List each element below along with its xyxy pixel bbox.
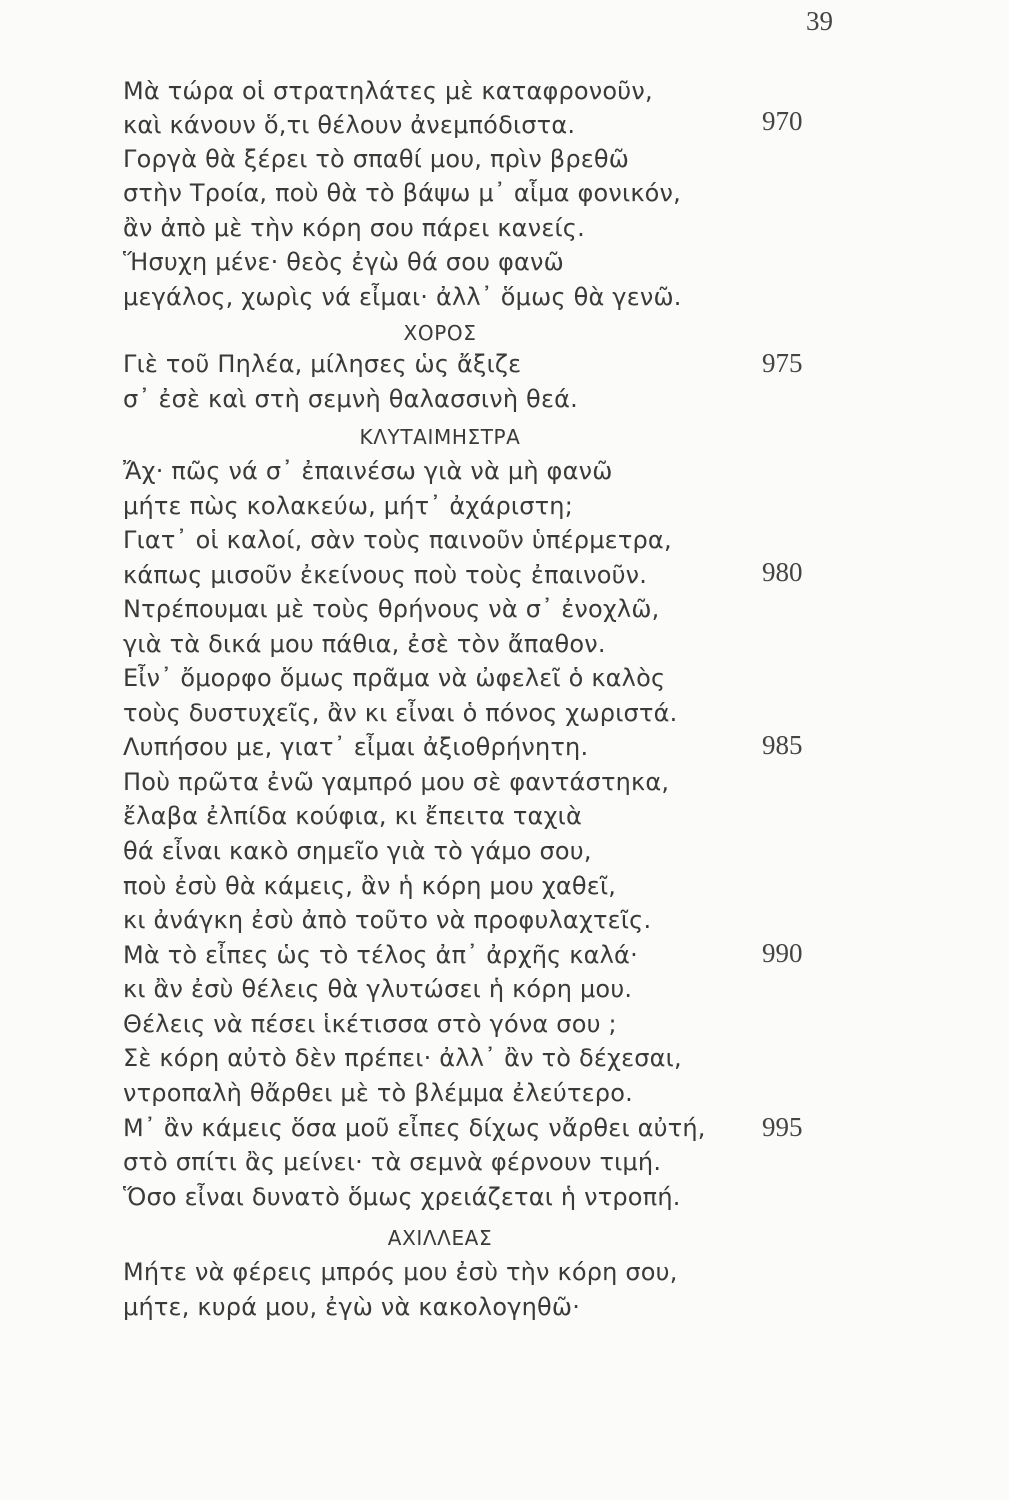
verse-line: Μήτε νὰ φέρεις μπρός μου ἐσὺ τὴν κόρη σου, bbox=[123, 1258, 678, 1286]
verse-line: Μὰ τώρα οἱ στρατηλάτες μὲ καταφρονοῦν, bbox=[123, 77, 653, 105]
line-number: 980 bbox=[762, 557, 803, 587]
speaker-heading-clytemnestra: ΚΛΥΤΑΙΜΗΣΤΡΑ bbox=[359, 425, 521, 449]
verse-line: Ὅσο εἶναι δυνατὸ ὅμως χρειάζεται ἡ ντροπή. bbox=[123, 1183, 681, 1211]
line-number: 985 bbox=[762, 730, 803, 760]
verse-line: τοὺς δυστυχεῖς, ἂν κι εἶναι ὁ πόνος χωριστά. bbox=[123, 699, 678, 727]
verse-line: Εἶν᾿ ὄμορφο ὅμως πρᾶμα νὰ ὠφελεῖ ὁ καλὸς bbox=[123, 664, 666, 692]
verse-line: Θέλεις νὰ πέσει ἱκέτισσα στὸ γόνα σου ; bbox=[123, 1010, 617, 1038]
verse-line: ἔλαβα ἐλπίδα κούφια, κι ἔπειτα ταχιὰ bbox=[123, 802, 582, 830]
verse-line: Ἄχ· πῶς νά σ᾿ ἐπαινέσω γιὰ νὰ μὴ φανῶ bbox=[123, 457, 613, 485]
verse-line: Μὰ τὸ εἶπες ὡς τὸ τέλος ἀπ᾿ ἀρχῆς καλά· bbox=[123, 941, 638, 969]
verse-line: Γοργὰ θὰ ξέρει τὸ σπαθί μου, πρὶν βρεθῶ bbox=[123, 145, 630, 173]
verse-line: Λυπήσου με, γιατ᾿ εἶμαι ἀξιοθρήνητη. bbox=[123, 733, 589, 761]
verse-line: Μ᾿ ἂν κάμεις ὅσα μοῦ εἶπες δίχως νἄρθει αὐτή, bbox=[123, 1114, 706, 1142]
verse-line: Ντρέπουμαι μὲ τοὺς θρήνους νὰ σ᾿ ἐνοχλῶ, bbox=[123, 595, 660, 623]
speaker-heading-chorus: ΧΟΡΟΣ bbox=[403, 321, 477, 345]
verse-line: Ἥσυχη μένε· θεὸς ἐγὼ θά σου φανῶ bbox=[123, 248, 564, 276]
verse-line: Ποὺ πρῶτα ἐνῶ γαμπρό μου σὲ φαντάστηκα, bbox=[123, 768, 670, 796]
speaker-heading-achilles: ΑΧΙΛΛΕΑΣ bbox=[387, 1226, 493, 1250]
verse-line: μήτε, κυρά μου, ἐγὼ νὰ κακολογηθῶ· bbox=[123, 1293, 581, 1321]
verse-line: Γιατ᾿ οἱ καλοί, σὰν τοὺς παινοῦν ὑπέρμετρα, bbox=[123, 526, 672, 554]
line-number: 995 bbox=[762, 1112, 803, 1142]
verse-line: στὴν Τροία, ποὺ θὰ τὸ βάψω μ᾿ αἷμα φονικόν, bbox=[123, 179, 681, 207]
line-number: 975 bbox=[762, 348, 803, 378]
verse-line: καὶ κάνουν ὅ,τι θέλουν ἀνεμπόδιστα. bbox=[123, 111, 576, 139]
verse-line: Γιὲ τοῦ Πηλέα, μίλησες ὡς ἄξιζε bbox=[123, 350, 522, 378]
verse-line: ντροπαλὴ θἄρθει μὲ τὸ βλέμμα ἐλεύτερο. bbox=[123, 1079, 633, 1107]
verse-line: κι ἀνάγκη ἐσὺ ἀπὸ τοῦτο νὰ προφυλαχτεῖς. bbox=[123, 906, 652, 934]
verse-line: θά εἶναι κακὸ σημεῖο γιὰ τὸ γάμο σου, bbox=[123, 837, 592, 865]
verse-line: ἂν ἀπὸ μὲ τὴν κόρη σου πάρει κανείς. bbox=[123, 214, 585, 242]
verse-line: γιὰ τὰ δικά μου πάθια, ἐσὲ τὸν ἄπαθον. bbox=[123, 630, 606, 658]
verse-line: Σὲ κόρη αὐτὸ δὲν πρέπει· ἀλλ᾿ ἂν τὸ δέχεσαι, bbox=[123, 1044, 682, 1072]
verse-line: κι ἂν ἐσὺ θέλεις θὰ γλυτώσει ἡ κόρη μου. bbox=[123, 975, 633, 1003]
verse-line: μεγάλος, χωρὶς νά εἶμαι· ἀλλ᾿ ὅμως θὰ γενῶ. bbox=[123, 283, 682, 311]
line-number: 970 bbox=[762, 106, 803, 136]
page-number: 39 bbox=[806, 6, 833, 36]
verse-line: στὸ σπίτι ἂς μείνει· τὰ σεμνὰ φέρνουν τιμή. bbox=[123, 1148, 662, 1176]
verse-line: κάπως μισοῦν ἐκείνους ποὺ τοὺς ἐπαινοῦν. bbox=[123, 561, 648, 589]
verse-line: σ᾿ ἐσὲ καὶ στὴ σεμνὴ θαλασσινὴ θεά. bbox=[123, 385, 578, 413]
verse-line: μήτε πὼς κολακεύω, μήτ᾿ ἀχάριστη; bbox=[123, 492, 573, 520]
verse-line: ποὺ ἐσὺ θὰ κάμεις, ἂν ἡ κόρη μου χαθεῖ, bbox=[123, 872, 617, 900]
line-number: 990 bbox=[762, 938, 803, 968]
